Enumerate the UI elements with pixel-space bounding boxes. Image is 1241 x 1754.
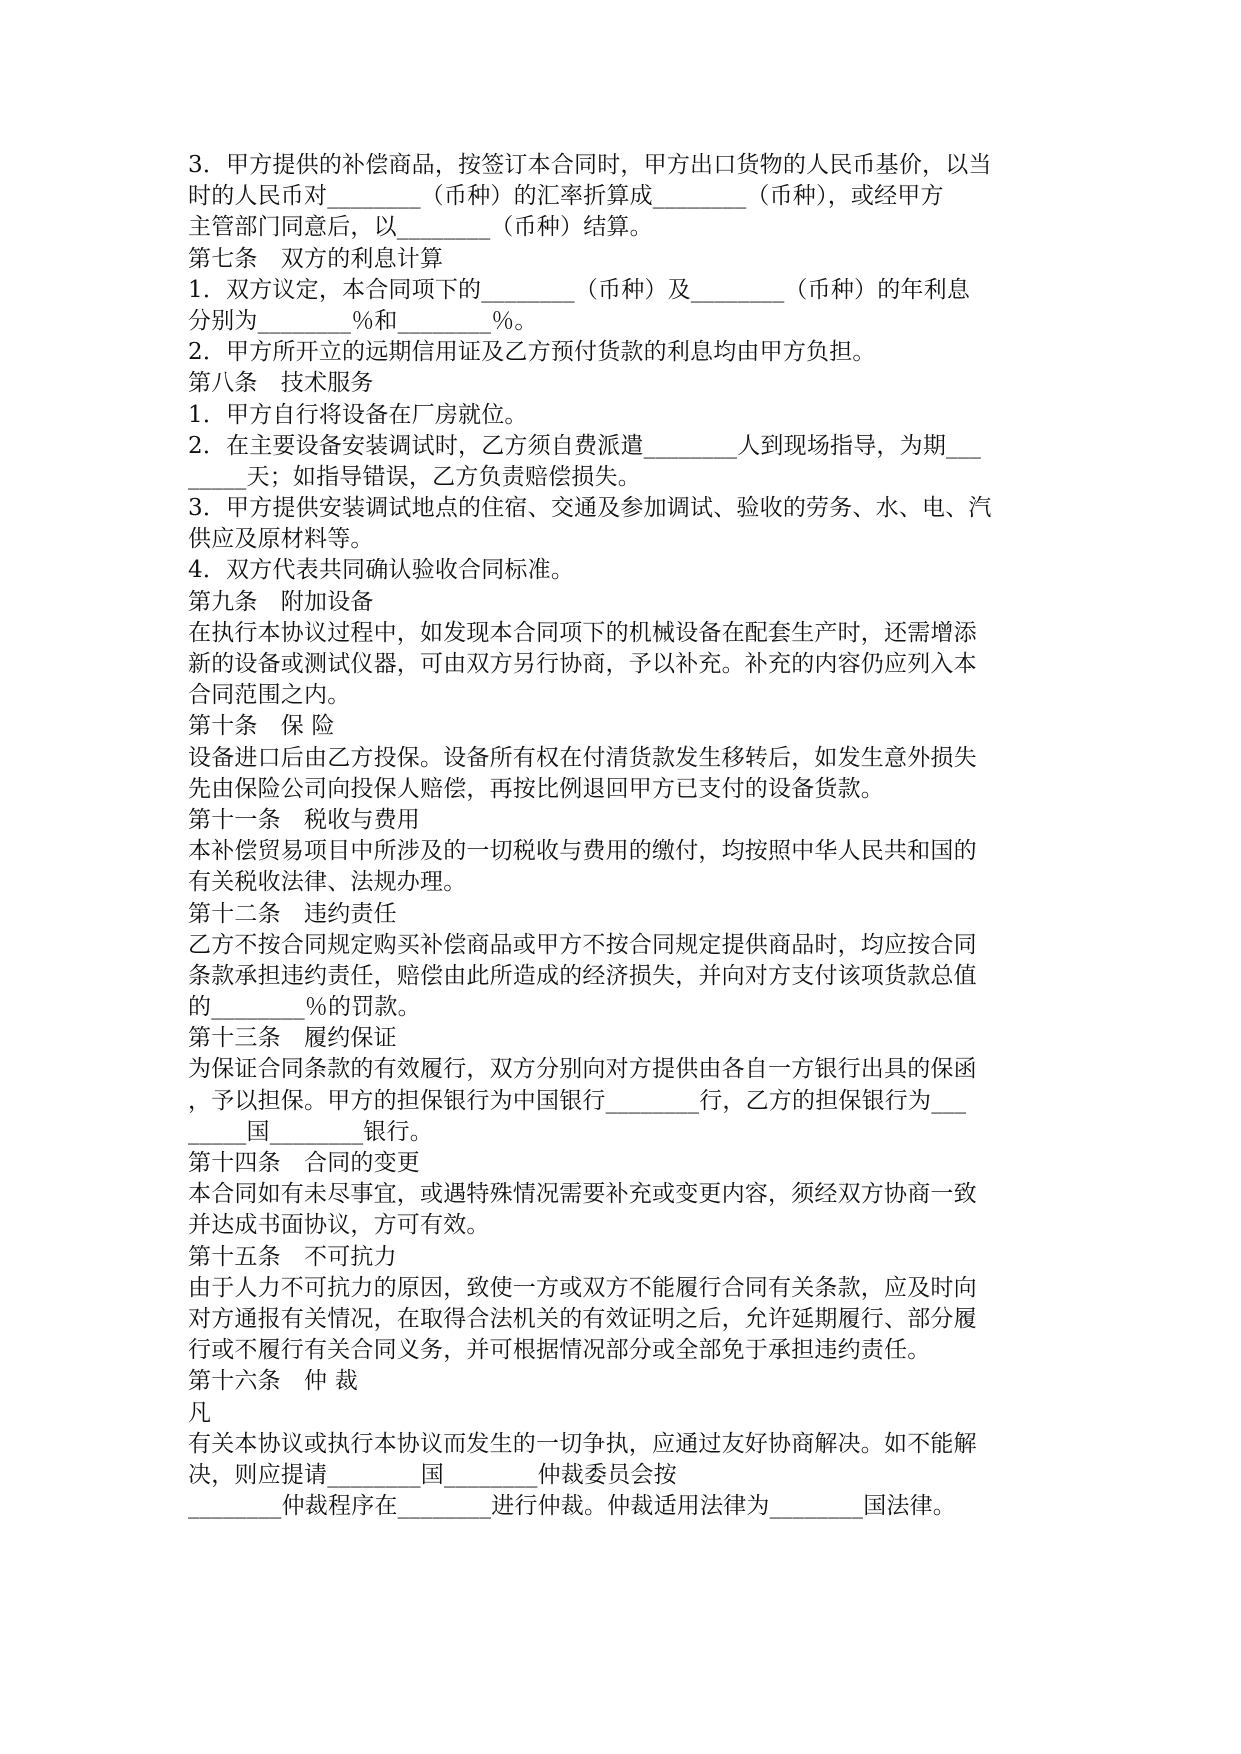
text-line: 凡	[188, 1399, 212, 1426]
text-line: 2．在主要设备安装调试时，乙方须自费派遣________人到现场指导，为期___	[188, 432, 982, 459]
text-line: _____国________银行。	[188, 1118, 433, 1145]
text-line: 设备进口后由乙方投保。设备所有权在付清货款发生移转后，如发生意外损失	[188, 744, 977, 771]
text-line: 第十二条 违约责任	[188, 900, 397, 927]
text-line: 由于人力不可抗力的原因，致使一方或双方不能履行合同有关条款，应及时向	[188, 1274, 977, 1301]
text-line: 第十条 保 险	[188, 713, 335, 740]
text-line: 第九条 附加设备	[188, 588, 374, 615]
text-line: 的________％的罚款。	[188, 994, 421, 1021]
text-line: 第十一条 税收与费用	[188, 806, 420, 833]
text-line: 乙方不按合同规定购买补偿商品或甲方不按合同规定提供商品时，均应按合同	[188, 931, 977, 958]
text-line: ________仲裁程序在________进行仲裁。仲裁适用法律为________国法律。	[188, 1493, 956, 1520]
text-line: 2．甲方所开立的远期信用证及乙方预付货款的利息均由甲方负担。	[188, 339, 876, 366]
text-line: 对方通报有关情况，在取得合法机关的有效证明之后，允许延期履行、部分履	[188, 1305, 977, 1332]
text-line: 1．双方议定，本合同项下的________（币种）及________（币种）的年利息	[188, 276, 971, 303]
text-line: _____天；如指导错误，乙方负责赔偿损失。	[188, 463, 641, 490]
text-line: 4．双方代表共同确认验收合同标准。	[188, 557, 575, 584]
text-line: 新的设备或测试仪器，可由双方另行协商，予以补充。补充的内容仍应列入本	[188, 651, 977, 677]
text-line: 1．甲方自行将设备在厂房就位。	[188, 401, 528, 428]
text-line: 供应及原材料等。	[188, 526, 374, 553]
text-line: 主管部门同意后，以________（币种）结算。	[188, 214, 653, 241]
text-line: 第十五条 不可抗力	[188, 1243, 397, 1270]
text-line: 本补偿贸易项目中所涉及的一切税收与费用的缴付，均按照中华人民共和国的	[188, 838, 977, 865]
text-line: 第十三条 履约保证	[188, 1025, 397, 1052]
text-line: 并达成书面协议，方可有效。	[188, 1212, 490, 1239]
text-line: 条款承担违约责任，赔偿由此所造成的经济损失，并向对方支付该项货款总值	[188, 962, 977, 989]
text-line: 本合同如有未尽事宜，或遇特殊情况需要补充或变更内容，须经双方协商一致	[188, 1181, 977, 1208]
text-line: 决，则应提请________国________仲裁委员会按	[188, 1461, 677, 1488]
text-line: 第八条 技术服务	[188, 370, 374, 397]
text-line: 行或不履行有关合同义务，并可根据情况部分或全部免于承担违约责任。	[188, 1337, 931, 1364]
text-line: 第十六条 仲 裁	[188, 1368, 358, 1395]
text-line: 时的人民币对________（币种）的汇率折算成________（币种），或经甲方	[188, 183, 944, 210]
text-line: 分别为________％和________％。	[188, 307, 538, 334]
text-line: 合同范围之内。	[188, 682, 351, 709]
text-line: 有关税收法律、法规办理。	[188, 869, 467, 896]
text-line: 先由保险公司向投保人赔偿，再按比例退回甲方已支付的设备货款。	[188, 775, 884, 802]
text-line: 为保证合同条款的有效履行，双方分别向对方提供由各自一方银行出具的保函	[188, 1056, 977, 1083]
text-line: 3．甲方提供安装调试地点的住宿、交通及参加调试、验收的劳务、水、电、汽	[188, 495, 992, 522]
text-line: ，予以担保。甲方的担保银行为中国银行________行，乙方的担保银行为___	[188, 1087, 967, 1114]
text-line: 第七条 双方的利息计算	[188, 245, 444, 272]
document-page	[188, 150, 1058, 1522]
text-line: 第十四条 合同的变更	[188, 1150, 420, 1176]
text-line: 有关本协议或执行本协议而发生的一切争执，应通过友好协商解决。如不能解	[188, 1430, 977, 1457]
text-line: 3．甲方提供的补偿商品，按签订本合同时，甲方出口货物的人民币基价，以当	[188, 152, 992, 178]
text-line: 在执行本协议过程中，如发现本合同项下的机械设备在配套生产时，还需增添	[188, 619, 977, 646]
